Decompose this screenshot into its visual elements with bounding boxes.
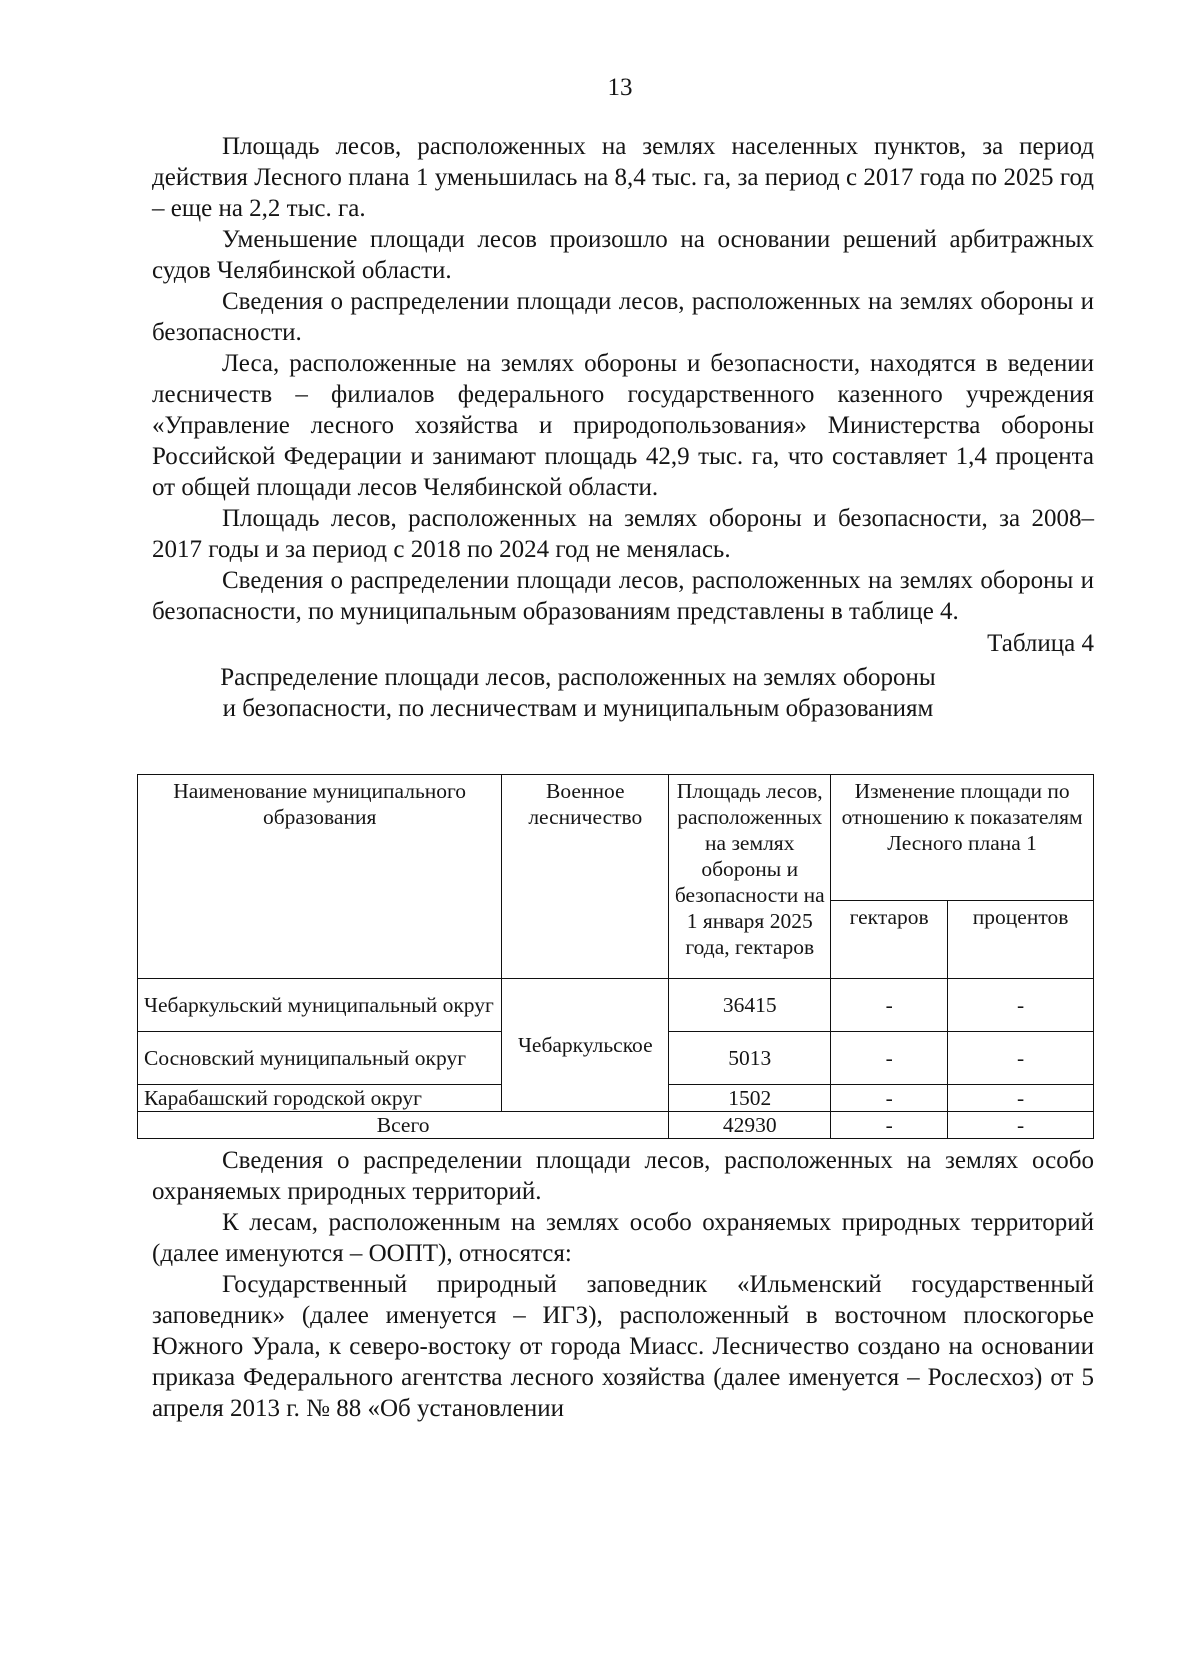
header-forestry: Военное лесничество [502, 775, 669, 979]
row-change-percent: - [948, 1032, 1094, 1085]
table-total-row [138, 1112, 1094, 1139]
row-change-percent: - [948, 979, 1094, 1032]
document-body [144, 131, 1094, 1424]
paragraph: К лесам, расположенным на землях особо охраняемых природных территорий (далее именуются – ООПТ), относятся: [152, 1209, 1094, 1267]
header-hectares: гектаров [831, 901, 948, 979]
table-label: Таблица 4 [987, 630, 1094, 657]
row-change-percent: - [948, 1085, 1094, 1112]
row-municipality-name: Сосновский муниципальный округ [138, 1032, 502, 1085]
total-area: 42930 [669, 1112, 831, 1139]
paragraph: Сведения о распределении площади лесов, расположенных на землях обороны и безопасности, по муниципальным образованиям представлены в таблице 4. [152, 567, 1094, 625]
table-title [152, 662, 1094, 724]
header-area: Площадь лесов, расположенных на землях обороны и безопасности на 1 января 2025 года, гектаров [669, 775, 831, 979]
page-number: 13 [607, 74, 633, 101]
paragraph: Государственный природный заповедник «Ильменский государственный заповедник» (далее именуется – ИГЗ), расположенный в восточном плоскогорье Южного Урала, к северо-востоку от города Миасс. Лесничество создано на основании приказа Федерального агентства лесного хозяйства (далее именуется – Рослесхоз) от 5 апреля 2013 г. № 88 «Об установлении [152, 1271, 1094, 1422]
header-percent: процентов [948, 901, 1094, 979]
paragraph: Сведения о распределении площади лесов, расположенных на землях особо охраняемых природных территорий. [152, 1147, 1094, 1205]
paragraph: Площадь лесов, расположенных на землях обороны и безопасности, за 2008–2017 годы и за период с 2018 по 2024 год не менялась. [152, 505, 1094, 563]
table-container [137, 774, 1094, 1139]
table-header-row [138, 775, 1094, 901]
row-area: 36415 [669, 979, 831, 1032]
table-row [138, 979, 1094, 1032]
row-area: 1502 [669, 1085, 831, 1112]
paragraph: Площадь лесов, расположенных на землях населенных пунктов, за период действия Лесного плана 1 уменьшилась на 8,4 тыс. га, за период с 2017 года по 2025 год – еще на 2,2 тыс. га. [152, 133, 1094, 222]
total-change-hectares: - [831, 1112, 948, 1139]
paragraph: Уменьшение площади лесов произошло на основании решений арбитражных судов Челябинской области. [152, 226, 1094, 284]
row-forestry-name: Чебаркульское [502, 979, 669, 1112]
total-label: Всего [138, 1112, 669, 1139]
paragraph: Леса, расположенные на землях обороны и безопасности, находятся в ведении лесничеств – филиалов федерального государственного казенного учреждения «Управление лесного хозяйства и природопользования» Министерства обороны Российской Федерации и занимают площадь 42,9 тыс. га, что составляет 1,4 процента от общей площади лесов Челябинской области. [152, 350, 1094, 501]
forest-distribution-table [137, 774, 1094, 1139]
total-change-percent: - [948, 1112, 1094, 1139]
paragraph: Сведения о распределении площади лесов, расположенных на землях обороны и безопасности. [152, 288, 1094, 346]
row-change-hectares: - [831, 979, 948, 1032]
row-change-hectares: - [831, 1085, 948, 1112]
after-table-section [152, 1145, 1094, 1424]
row-area: 5013 [669, 1032, 831, 1085]
header-change: Изменение площади по отношению к показателям Лесного плана 1 [831, 775, 1094, 901]
table-title-line-2: и безопасности, по лесничествам и муниципальным образованиям [222, 695, 934, 722]
header-municipality: Наименование муниципального образования [138, 775, 502, 979]
row-change-hectares: - [831, 1032, 948, 1085]
row-municipality-name: Чебаркульский муниципальный округ [138, 979, 502, 1032]
table-title-line-1: Распределение площади лесов, расположенных на землях обороны [220, 664, 936, 691]
row-municipality-name: Карабашский городской округ [138, 1085, 502, 1112]
